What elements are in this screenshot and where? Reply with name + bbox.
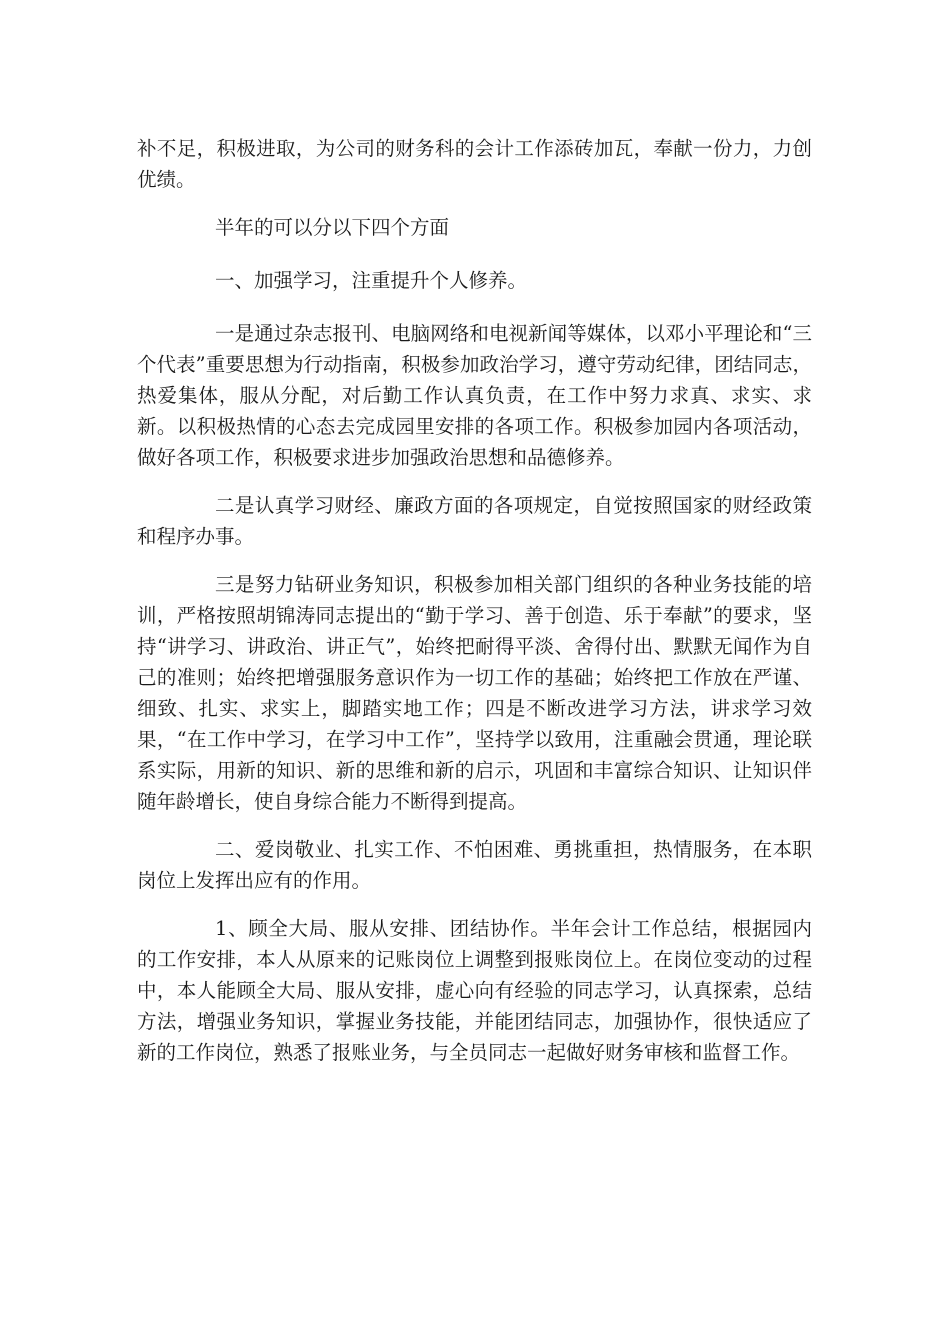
paragraph-study-one: 一是通过杂志报刊、电脑网络和电视新闻等媒体，以邓小平理论和“三个代表”重要思想为行动指南，积极参加政治学习，遵守劳动纪律，团结同志，热爱集体，服从分配，对后勤工作认真负责，在工作中努力求真、求实、求新。以积极热情的心态去完成园里安排的各项工作。积极参加园内各项活动，做好各项工作，积极要求进步加强政治思想和品德修养。 xyxy=(137,322,812,469)
paragraph-overview: 半年的可以分以下四个方面 xyxy=(215,216,450,239)
paragraph-study-two: 二是认真学习财经、廉政方面的各项规定，自觉按照国家的财经政策和程序办事。 xyxy=(137,494,812,548)
section-heading-dedication: 二、爱岗敬业、扎实工作、不怕困难、勇挑重担，热情服务，在本职岗位上发挥出应有的作用。 xyxy=(137,838,812,892)
paragraph-study-three: 三是努力钻研业务知识，积极参加相关部门组织的各种业务技能的培训，严格按照胡锦涛同志提出的“勤于学习、善于创造、乐于奉献”的要求，坚持“讲学习、讲政治、讲正气”，始终把耐得平淡、舍得付出、默默无闻作为自己的准则；始终把增强服务意识作为一切工作的基础；始终把工作放在严谨、细致、扎实、求实上，脚踏实地工作；四是不断改进学习方法，讲求学习效果，“在工作中学习，在学习中工作”，坚持学以致用，注重融会贯通，理论联系实际，用新的知识、新的思维和新的启示，巩固和丰富综合知识、让知识伴随年龄增长，使自身综合能力不断得到提高。 xyxy=(137,573,812,813)
document-body xyxy=(137,133,812,1085)
section-heading-study: 一、加强学习，注重提升个人修养。 xyxy=(215,269,528,292)
paragraph-dedication-one: 1、顾全大局、服从安排、团结协作。半年会计工作总结，根据园内的工作安排，本人从原来的记账岗位上调整到报账岗位上。在岗位变动的过程中，本人能顾全大局、服从安排，虚心向有经验的同志学习，认真探索，总结方法，增强业务知识，掌握业务技能，并能团结同志，加强协作，很快适应了新的工作岗位，熟悉了报账业务，与全员同志一起做好财务审核和监督工作。 xyxy=(137,917,812,1064)
paragraph-continuation: 补不足，积极进取，为公司的财务科的会计工作添砖加瓦，奉献一份力，力创优绩。 xyxy=(137,137,812,191)
